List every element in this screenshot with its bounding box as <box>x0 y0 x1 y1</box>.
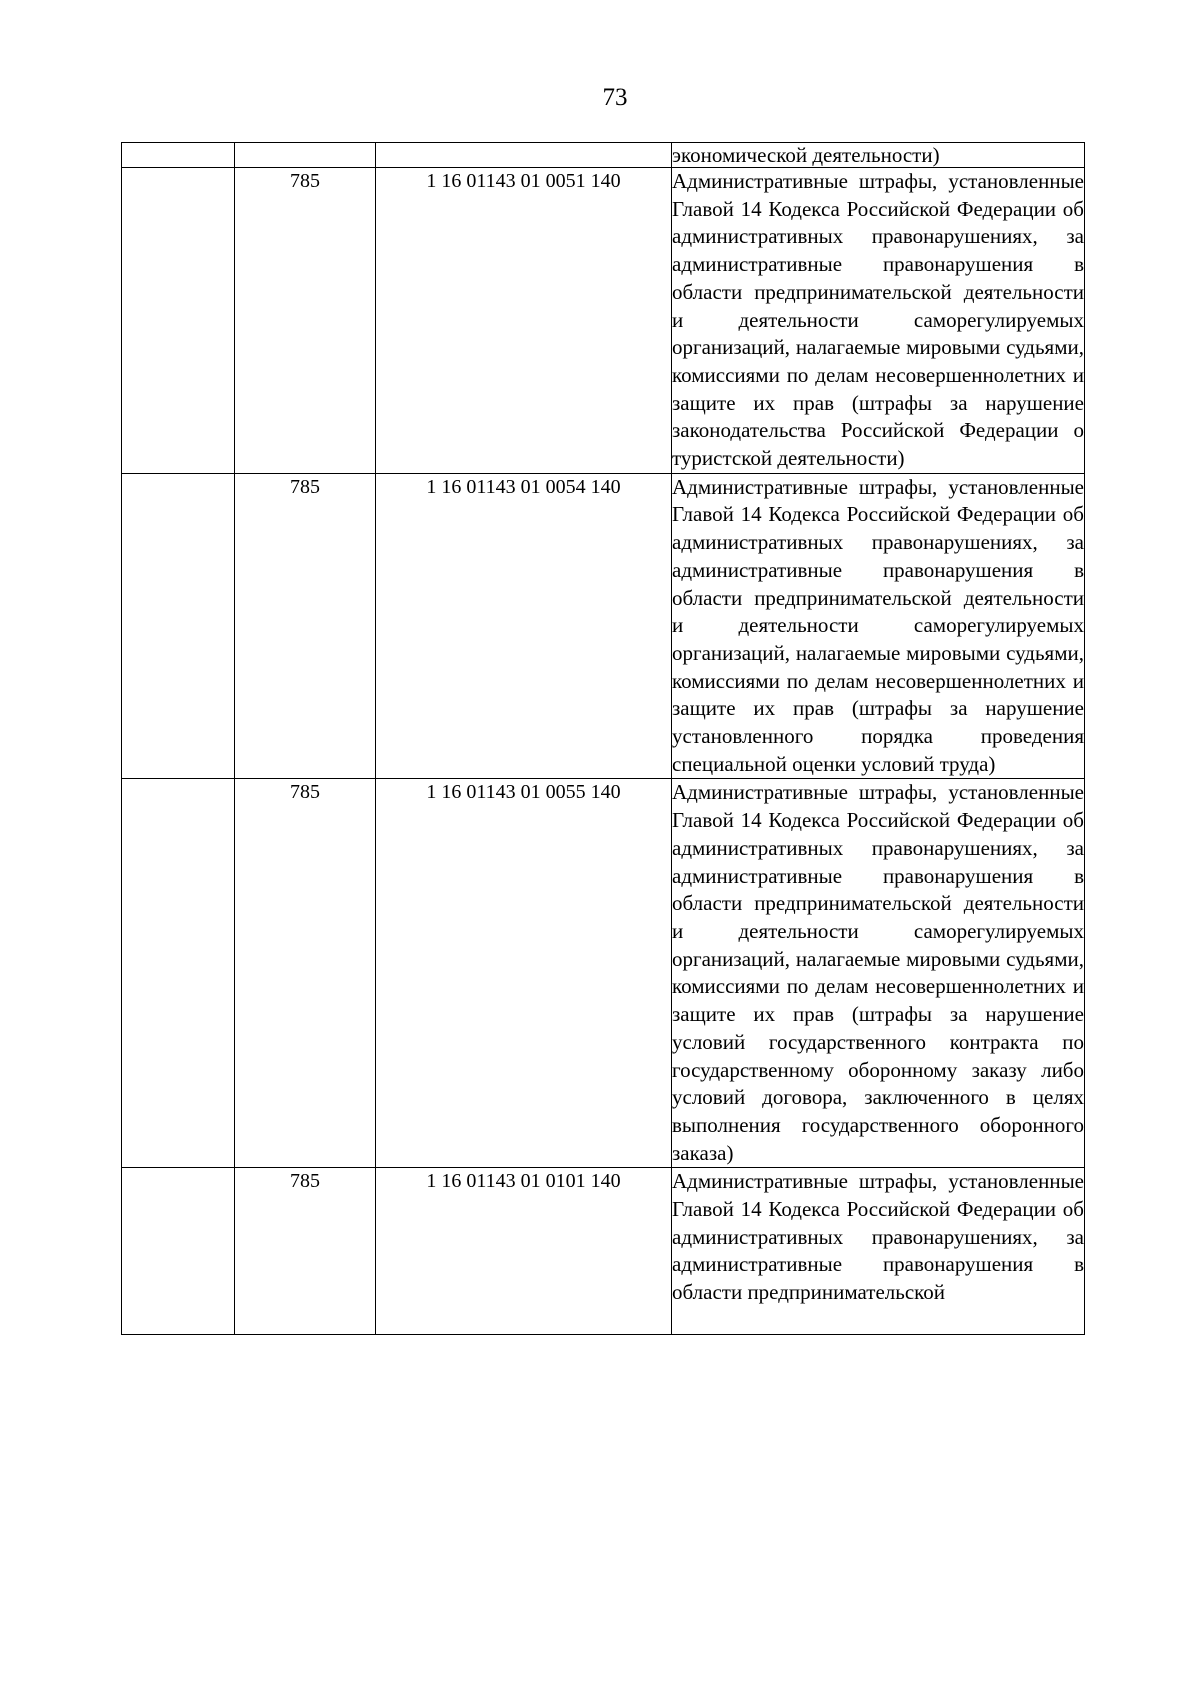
kbk-code-cell: 1 16 01143 01 0055 140 <box>376 779 672 1168</box>
empty-cell <box>122 779 235 1168</box>
page-number: 73 <box>602 84 628 111</box>
empty-cell <box>122 1168 235 1335</box>
kbk-code-cell: 1 16 01143 01 0101 140 <box>376 1168 672 1335</box>
admin-code-cell <box>235 143 376 168</box>
empty-cell <box>122 143 235 168</box>
description-cell: Административные штрафы, установленные Главой 14 Кодекса Российской Федерации об административных правонарушениях, за административные правонарушения в области предпринимательской деятельности и деятельности саморегулируемых организаций, налагаемые мировыми судьями, комиссиями по делам несовершеннолетних и защите их прав (штрафы за нарушение условий государственного контракта по государственному оборонному заказу либо условий договора, заключенного в целях выполнения государственного оборонного заказа) <box>672 779 1085 1168</box>
table-row <box>122 143 1085 168</box>
admin-code-cell: 785 <box>235 1168 376 1335</box>
kbk-code-cell: 1 16 01143 01 0054 140 <box>376 473 672 779</box>
kbk-code-cell: 1 16 01143 01 0051 140 <box>376 168 672 474</box>
kbk-code-cell <box>376 143 672 168</box>
table-row <box>122 473 1085 779</box>
table-row <box>122 779 1085 1168</box>
table-row <box>122 168 1085 474</box>
admin-code-cell: 785 <box>235 473 376 779</box>
description-cell: Административные штрафы, установленные Главой 14 Кодекса Российской Федерации об административных правонарушениях, за административные правонарушения в области предпринимательской <box>672 1168 1085 1335</box>
admin-code-cell: 785 <box>235 779 376 1168</box>
description-cell: экономической деятельности) <box>672 143 1085 168</box>
kbk-table <box>121 142 1085 1335</box>
description-cell: Административные штрафы, установленные Главой 14 Кодекса Российской Федерации об административных правонарушениях, за административные правонарушения в области предпринимательской деятельности и деятельности саморегулируемых организаций, налагаемые мировыми судьями, комиссиями по делам несовершеннолетних и защите их прав (штрафы за нарушение законодательства Российской Федерации о туристской деятельности) <box>672 168 1085 474</box>
empty-cell <box>122 168 235 474</box>
empty-cell <box>122 473 235 779</box>
description-cell: Административные штрафы, установленные Главой 14 Кодекса Российской Федерации об административных правонарушениях, за административные правонарушения в области предпринимательской деятельности и деятельности саморегулируемых организаций, налагаемые мировыми судьями, комиссиями по делам несовершеннолетних и защите их прав (штрафы за нарушение установленного порядка проведения специальной оценки условий труда) <box>672 473 1085 779</box>
table-row <box>122 1168 1085 1335</box>
admin-code-cell: 785 <box>235 168 376 474</box>
